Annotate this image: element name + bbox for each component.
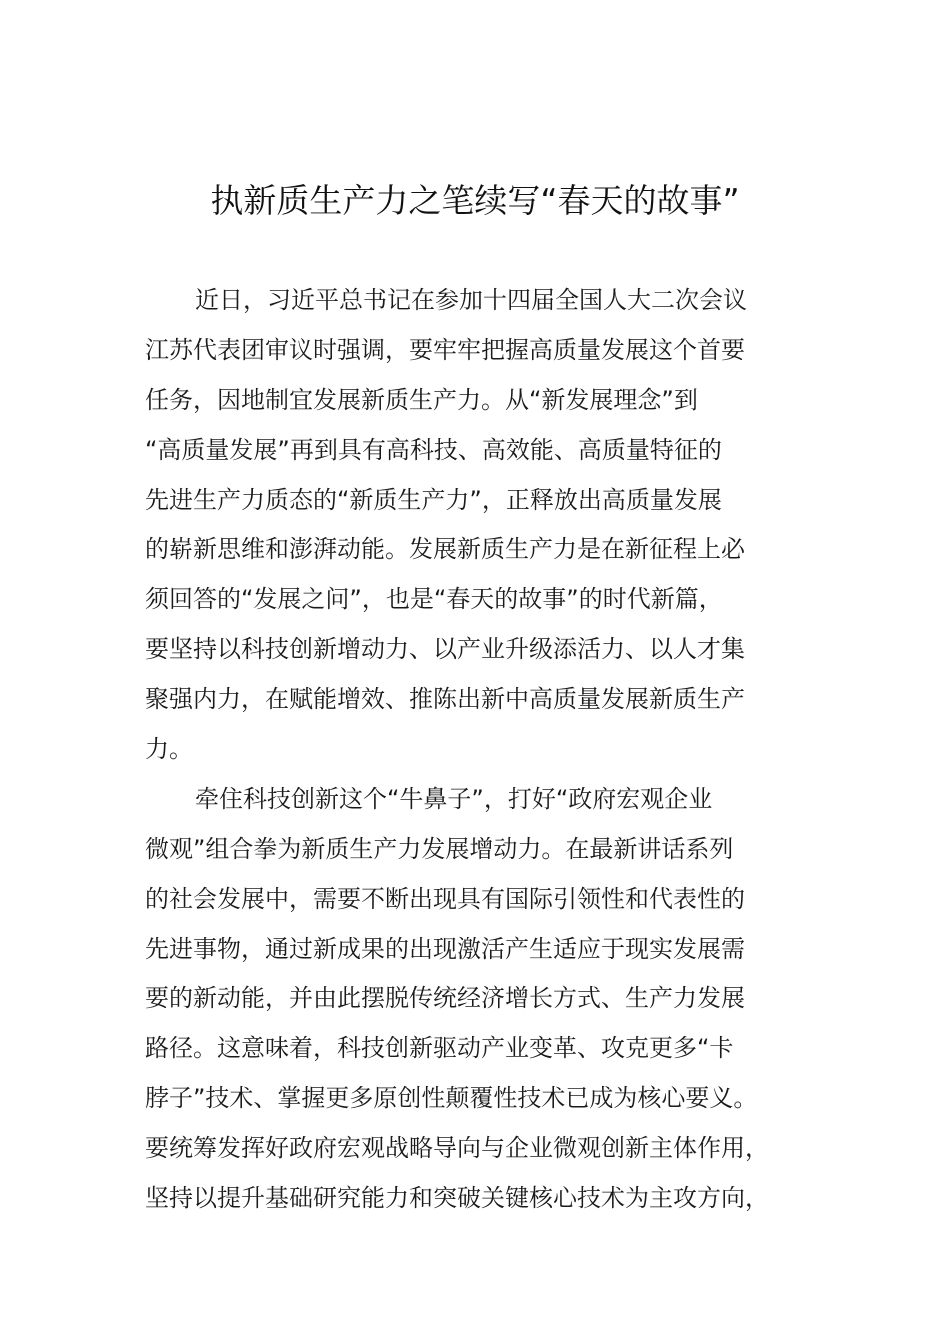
paragraph-1	[145, 276, 810, 775]
text-line: 力。	[145, 735, 193, 764]
text-line: 要统筹发挥好政府宏观战略导向与企业微观创新主体作用，	[145, 1134, 769, 1163]
text-line: “高质量发展”再到具有高科技、高效能、高质量特征的	[145, 435, 722, 464]
document-body	[145, 276, 810, 1224]
text-line: 江苏代表团审议时强调，要牢牢把握高质量发展这个首要	[145, 335, 745, 364]
document-title: 执新质生产力之笔续写“春天的故事”	[210, 181, 740, 220]
text-line: 坚持以提升基础研究能力和突破关键核心技术为主攻方向，	[145, 1184, 769, 1213]
paragraph-2	[145, 775, 810, 1224]
text-line: 脖子”技术、掌握更多原创性颠覆性技术已成为核心要义。	[145, 1084, 758, 1113]
text-line: 近日，习近平总书记在参加十四届全国人大二次会议	[195, 286, 747, 314]
text-line: 聚强内力，在赋能增效、推陈出新中高质量发展新质生产	[145, 685, 745, 714]
text-line: 要的新动能，并由此摆脱传统经济增长方式、生产力发展	[145, 984, 745, 1013]
text-line: 路径。这意味着，科技创新驱动产业变革、攻克更多“卡	[145, 1034, 734, 1063]
text-line: 先进生产力质态的“新质生产力”，正释放出高质量发展	[145, 485, 722, 514]
text-line: 的社会发展中，需要不断出现具有国际引领性和代表性的	[145, 884, 745, 913]
text-line: 要坚持以科技创新增动力、以产业升级添活力、以人才集	[145, 635, 745, 664]
text-line: 先进事物，通过新成果的出现激活产生适应于现实发展需	[145, 934, 745, 963]
text-line: 须回答的“发展之问”，也是“春天的故事”的时代新篇，	[145, 585, 723, 614]
text-line: 的崭新思维和澎湃动能。发展新质生产力是在新征程上必	[145, 535, 745, 564]
text-line: 任务，因地制宜发展新质生产力。从“新发展理念”到	[145, 385, 698, 414]
text-line: 微观”组合拳为新质生产力发展增动力。在最新讲话系列	[145, 834, 734, 863]
text-line: 牵住科技创新这个“牛鼻子”，打好“政府宏观企业	[195, 784, 713, 813]
